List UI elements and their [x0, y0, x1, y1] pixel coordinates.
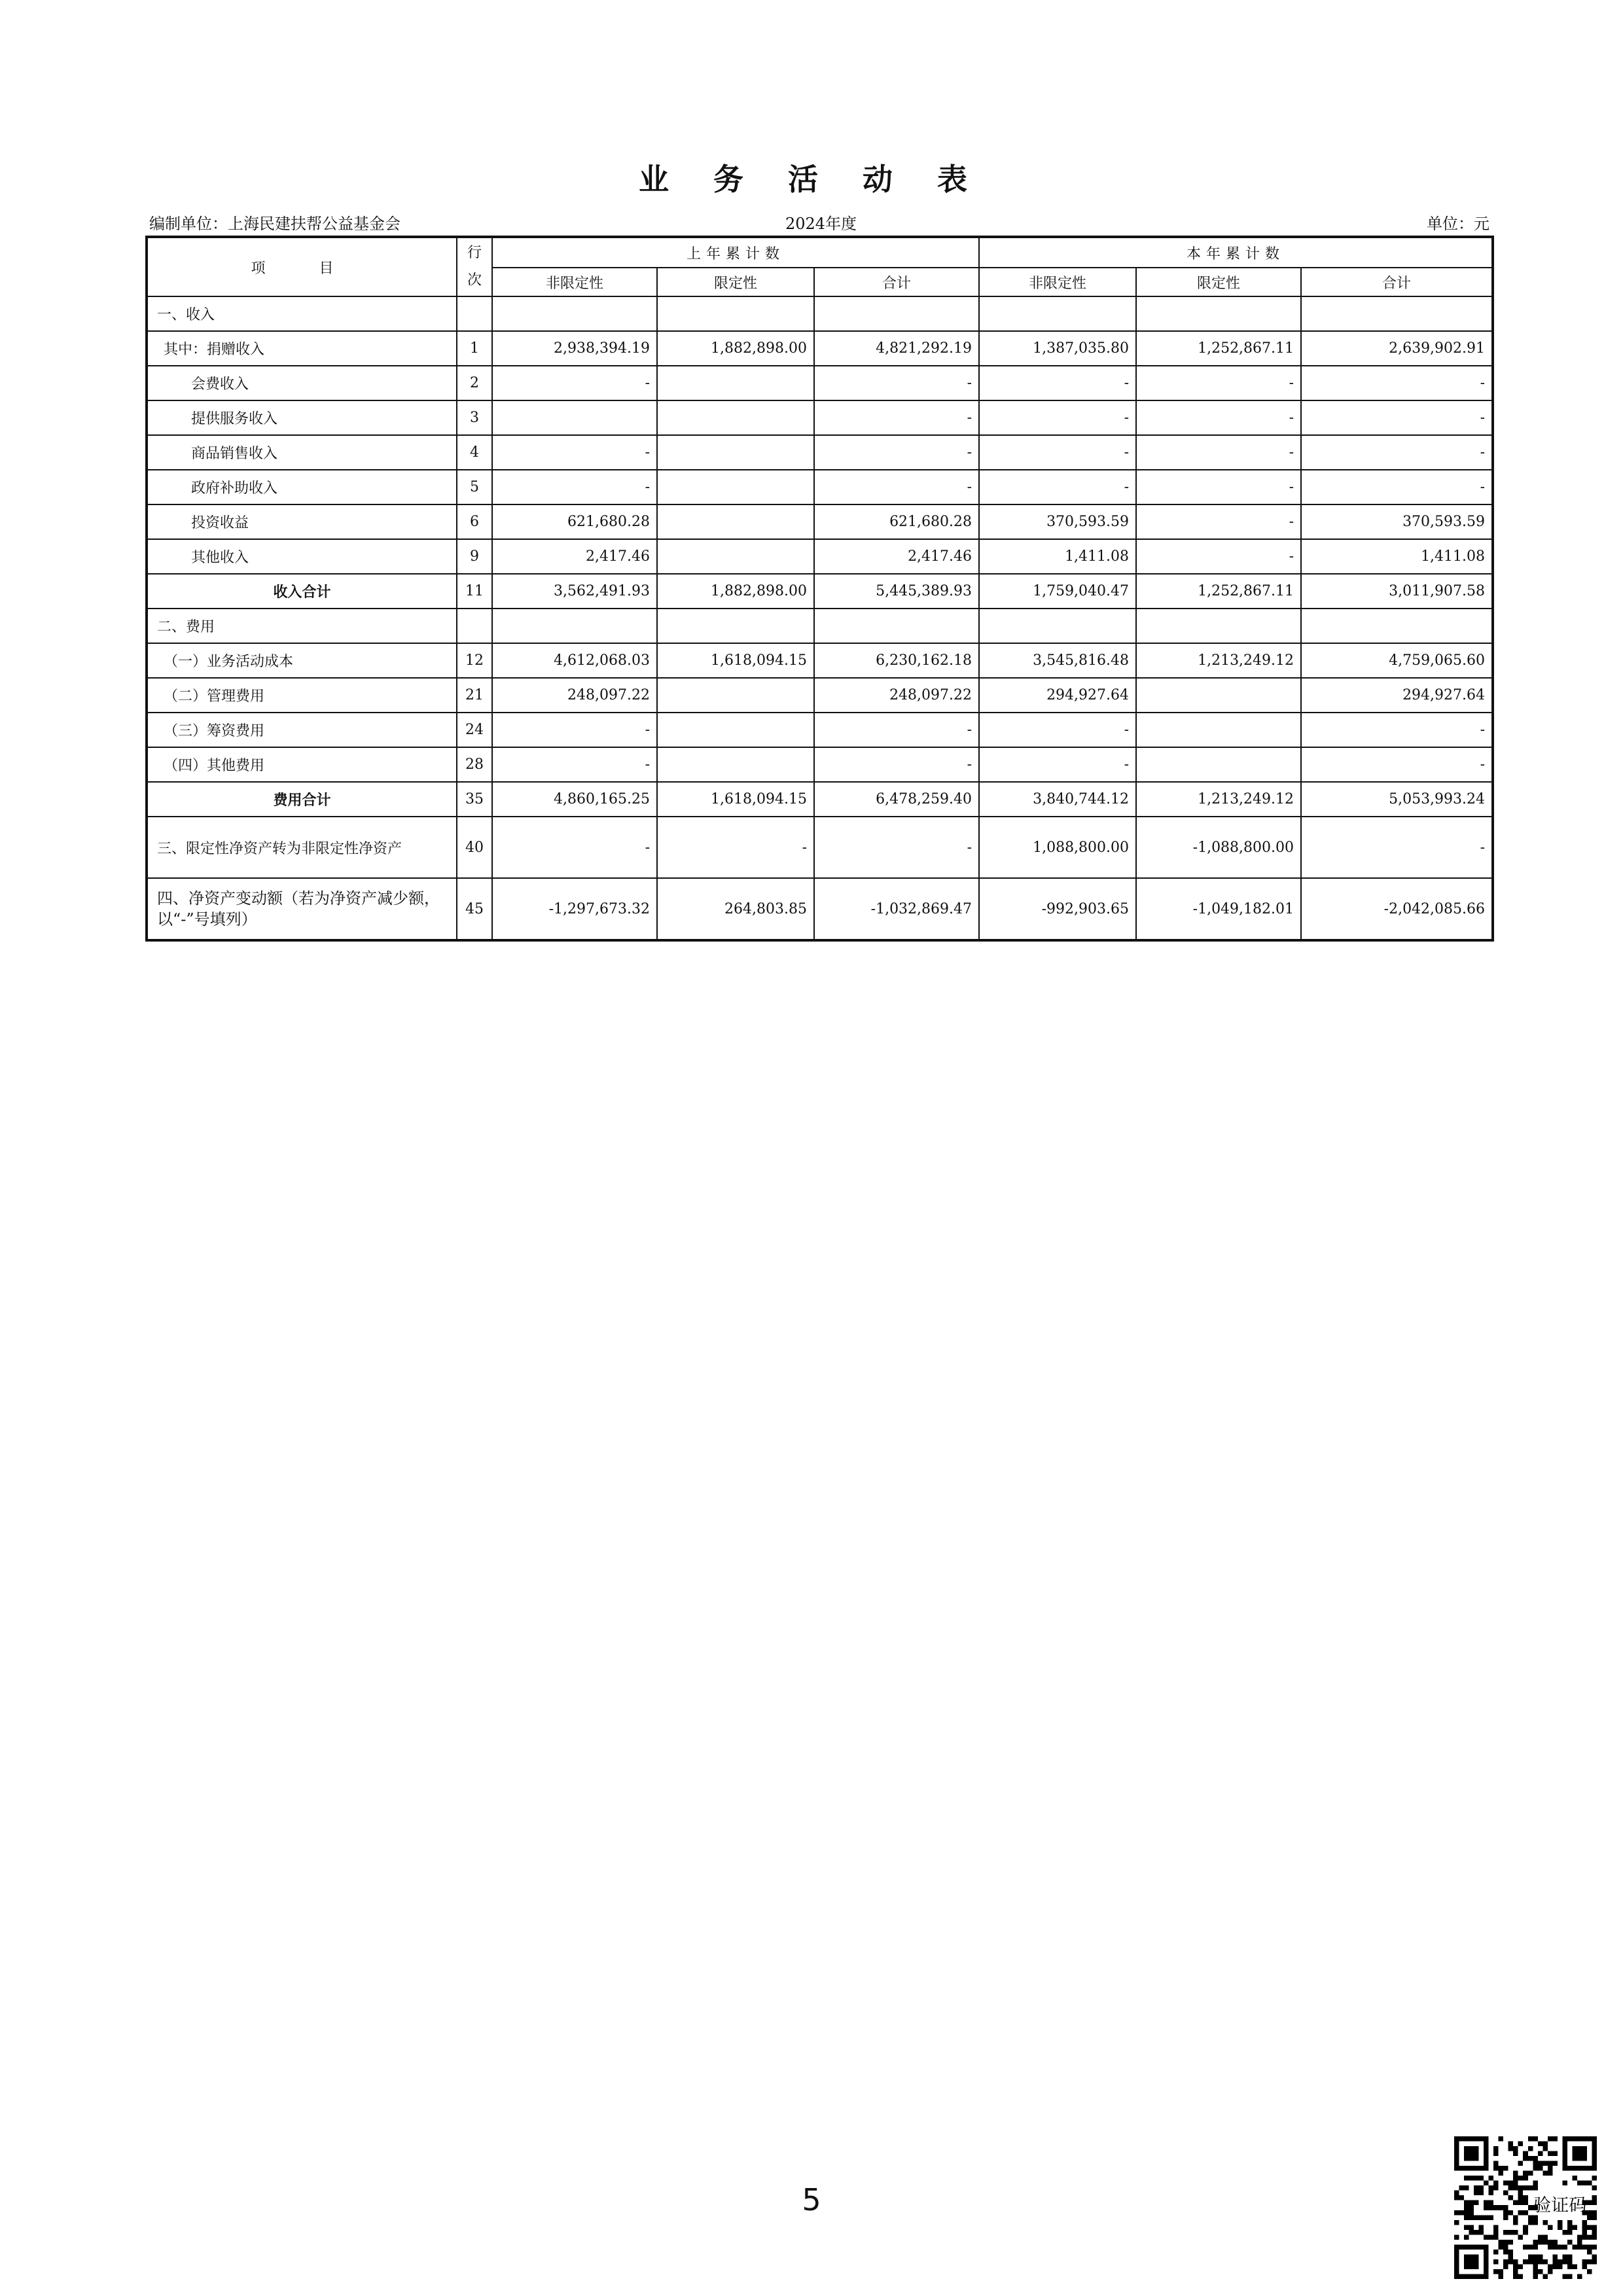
cell-this-total: 5,053,993.24 [1301, 782, 1493, 817]
cell-this-unrestricted: - [979, 747, 1136, 782]
cell-this-total: 3,011,907.58 [1301, 574, 1493, 609]
row-label: （四）其他费用 [147, 747, 457, 782]
row-label: 提供服务收入 [147, 400, 457, 435]
cell-prev-unrestricted: -1,297,673.32 [492, 878, 657, 940]
row-number: 1 [457, 331, 492, 366]
row-label: 其中：捐赠收入 [147, 331, 457, 366]
cell-this-unrestricted: 1,759,040.47 [979, 574, 1136, 609]
cell-prev-unrestricted: 248,097.22 [492, 678, 657, 713]
row-label: 收入合计 [147, 574, 457, 609]
cell-prev-restricted [657, 296, 814, 331]
cell-prev-unrestricted: - [492, 817, 657, 878]
cell-prev-total: 6,478,259.40 [814, 782, 979, 817]
table-row [147, 878, 1493, 940]
currency-unit: 单位：元 [1427, 215, 1489, 233]
row-label: 投资收益 [147, 504, 457, 539]
cell-this-unrestricted: - [979, 470, 1136, 504]
row-number: 28 [457, 747, 492, 782]
cell-prev-unrestricted: 4,860,165.25 [492, 782, 657, 817]
cell-this-restricted [1136, 713, 1301, 747]
cell-prev-restricted [657, 713, 814, 747]
header-row-1 [147, 237, 1493, 268]
row-number: 21 [457, 678, 492, 713]
cell-this-unrestricted: 1,387,035.80 [979, 331, 1136, 366]
cell-prev-restricted [657, 470, 814, 504]
row-label: 一、收入 [147, 296, 457, 331]
cell-prev-total: - [814, 366, 979, 400]
cell-this-total: - [1301, 713, 1493, 747]
cell-this-restricted [1136, 296, 1301, 331]
cell-this-unrestricted: 1,088,800.00 [979, 817, 1136, 878]
row-label: 费用合计 [147, 782, 457, 817]
cell-prev-unrestricted: - [492, 366, 657, 400]
cell-prev-restricted: 1,618,094.15 [657, 643, 814, 678]
cell-prev-total: - [814, 817, 979, 878]
cell-this-total: -2,042,085.66 [1301, 878, 1493, 940]
table-row [147, 713, 1493, 747]
cell-prev-total: 4,821,292.19 [814, 331, 979, 366]
cell-prev-total [814, 296, 979, 331]
cell-prev-unrestricted: 621,680.28 [492, 504, 657, 539]
table-row [147, 504, 1493, 539]
row-number: 4 [457, 435, 492, 470]
row-number: 45 [457, 878, 492, 940]
table-row [147, 609, 1493, 643]
cell-this-unrestricted: - [979, 435, 1136, 470]
cell-this-restricted: 1,252,867.11 [1136, 331, 1301, 366]
cell-this-total: - [1301, 366, 1493, 400]
row-number: 12 [457, 643, 492, 678]
table-row [147, 296, 1493, 331]
row-number: 5 [457, 470, 492, 504]
cell-prev-restricted: 1,882,898.00 [657, 331, 814, 366]
cell-prev-total: - [814, 400, 979, 435]
cell-prev-unrestricted [492, 609, 657, 643]
cell-prev-restricted: 1,882,898.00 [657, 574, 814, 609]
cell-prev-total: 6,230,162.18 [814, 643, 979, 678]
cell-prev-unrestricted [492, 296, 657, 331]
header-row-no-1: 行 [467, 245, 482, 261]
header-prev-total: 合计 [814, 268, 979, 296]
cell-prev-total: 248,097.22 [814, 678, 979, 713]
cell-prev-unrestricted: 3,562,491.93 [492, 574, 657, 609]
header-this-total: 合计 [1301, 268, 1493, 296]
cell-prev-unrestricted: 4,612,068.03 [492, 643, 657, 678]
cell-prev-restricted: - [657, 817, 814, 878]
cell-this-total: - [1301, 400, 1493, 435]
cell-this-total: 4,759,065.60 [1301, 643, 1493, 678]
cell-this-restricted: - [1136, 400, 1301, 435]
header-row-no [457, 237, 492, 296]
report-period: 2024年度 [785, 215, 857, 233]
cell-prev-restricted [657, 539, 814, 574]
cell-this-restricted [1136, 609, 1301, 643]
table-row [147, 817, 1493, 878]
row-number: 24 [457, 713, 492, 747]
table-row [147, 435, 1493, 470]
row-number: 40 [457, 817, 492, 878]
cell-prev-total: - [814, 435, 979, 470]
cell-this-restricted [1136, 747, 1301, 782]
row-number: 2 [457, 366, 492, 400]
cell-this-unrestricted: 1,411.08 [979, 539, 1136, 574]
cell-this-total: - [1301, 470, 1493, 504]
cell-prev-unrestricted: - [492, 470, 657, 504]
cell-this-restricted: -1,049,182.01 [1136, 878, 1301, 940]
cell-this-total: 294,927.64 [1301, 678, 1493, 713]
cell-prev-restricted [657, 366, 814, 400]
qr-caption: 验证码 [1533, 2195, 1587, 2216]
cell-prev-unrestricted: - [492, 747, 657, 782]
cell-prev-restricted [657, 747, 814, 782]
row-label: 三、限定性净资产转为非限定性净资产 [147, 817, 457, 878]
cell-prev-restricted: 1,618,094.15 [657, 782, 814, 817]
qr-code-icon [1454, 2136, 1597, 2279]
cell-this-restricted: 1,252,867.11 [1136, 574, 1301, 609]
row-label: 二、费用 [147, 609, 457, 643]
row-label: 四、净资产变动额（若为净资产减少额，以“-”号填列） [147, 878, 457, 940]
header-row-no-2: 次 [467, 272, 482, 289]
table-row [147, 470, 1493, 504]
table-row [147, 747, 1493, 782]
cell-prev-restricted [657, 609, 814, 643]
table-row [147, 539, 1493, 574]
cell-prev-unrestricted [492, 400, 657, 435]
cell-this-unrestricted: 370,593.59 [979, 504, 1136, 539]
cell-prev-total: 2,417.46 [814, 539, 979, 574]
cell-this-unrestricted: - [979, 366, 1136, 400]
cell-prev-restricted [657, 400, 814, 435]
table-row [147, 366, 1493, 400]
table-row [147, 331, 1493, 366]
cell-this-total: - [1301, 435, 1493, 470]
cell-this-restricted: - [1136, 539, 1301, 574]
cell-this-restricted: - [1136, 470, 1301, 504]
table-row [147, 782, 1493, 817]
row-label: 其他收入 [147, 539, 457, 574]
cell-prev-total: - [814, 713, 979, 747]
cell-this-restricted: - [1136, 504, 1301, 539]
cell-this-total [1301, 296, 1493, 331]
row-number: 11 [457, 574, 492, 609]
cell-this-unrestricted: - [979, 400, 1136, 435]
cell-this-total: 2,639,902.91 [1301, 331, 1493, 366]
row-number: 35 [457, 782, 492, 817]
cell-prev-unrestricted: 2,938,394.19 [492, 331, 657, 366]
header-item: 项 目 [147, 237, 457, 296]
header-prev-unrestricted: 非限定性 [492, 268, 657, 296]
cell-this-total: 370,593.59 [1301, 504, 1493, 539]
table-body [147, 296, 1493, 940]
report-title: 业 务 活 动 表 [638, 162, 985, 197]
cell-this-restricted: 1,213,249.12 [1136, 643, 1301, 678]
cell-prev-total: - [814, 470, 979, 504]
table-row [147, 400, 1493, 435]
cell-prev-restricted: 264,803.85 [657, 878, 814, 940]
cell-this-restricted: 1,213,249.12 [1136, 782, 1301, 817]
table-row [147, 678, 1493, 713]
cell-this-restricted: -1,088,800.00 [1136, 817, 1301, 878]
cell-prev-total: 5,445,389.93 [814, 574, 979, 609]
cell-prev-restricted [657, 435, 814, 470]
page-number: 5 [802, 2182, 821, 2217]
row-label: （一）业务活动成本 [147, 643, 457, 678]
org-label: 编制单位：上海民建扶帮公益基金会 [149, 215, 401, 233]
cell-this-unrestricted: 3,545,816.48 [979, 643, 1136, 678]
cell-this-total [1301, 609, 1493, 643]
cell-this-total: - [1301, 747, 1493, 782]
cell-this-unrestricted: -992,903.65 [979, 878, 1136, 940]
row-label: （二）管理费用 [147, 678, 457, 713]
cell-prev-unrestricted: - [492, 435, 657, 470]
table-row [147, 643, 1493, 678]
table-row [147, 574, 1493, 609]
cell-prev-restricted [657, 504, 814, 539]
activity-statement-table [145, 236, 1494, 942]
row-label: （三）筹资费用 [147, 713, 457, 747]
cell-prev-restricted [657, 678, 814, 713]
row-label: 商品销售收入 [147, 435, 457, 470]
row-number: 6 [457, 504, 492, 539]
row-number [457, 609, 492, 643]
cell-prev-total: -1,032,869.47 [814, 878, 979, 940]
cell-this-total: - [1301, 817, 1493, 878]
cell-this-unrestricted: 294,927.64 [979, 678, 1136, 713]
cell-prev-unrestricted: 2,417.46 [492, 539, 657, 574]
row-label: 会费收入 [147, 366, 457, 400]
cell-prev-total [814, 609, 979, 643]
row-number [457, 296, 492, 331]
cell-this-restricted: - [1136, 435, 1301, 470]
header-this-restricted: 限定性 [1136, 268, 1301, 296]
header-this-unrestricted: 非限定性 [979, 268, 1136, 296]
cell-this-unrestricted [979, 609, 1136, 643]
cell-prev-total: - [814, 747, 979, 782]
cell-this-restricted [1136, 678, 1301, 713]
row-number: 3 [457, 400, 492, 435]
header-this-year: 本年累计数 [979, 237, 1493, 268]
header-prev-restricted: 限定性 [657, 268, 814, 296]
cell-this-unrestricted [979, 296, 1136, 331]
cell-prev-total: 621,680.28 [814, 504, 979, 539]
cell-this-unrestricted: 3,840,744.12 [979, 782, 1136, 817]
cell-this-total: 1,411.08 [1301, 539, 1493, 574]
cell-this-restricted: - [1136, 366, 1301, 400]
header-prev-year: 上年累计数 [492, 237, 979, 268]
cell-prev-unrestricted: - [492, 713, 657, 747]
row-number: 9 [457, 539, 492, 574]
row-label: 政府补助收入 [147, 470, 457, 504]
cell-this-unrestricted: - [979, 713, 1136, 747]
